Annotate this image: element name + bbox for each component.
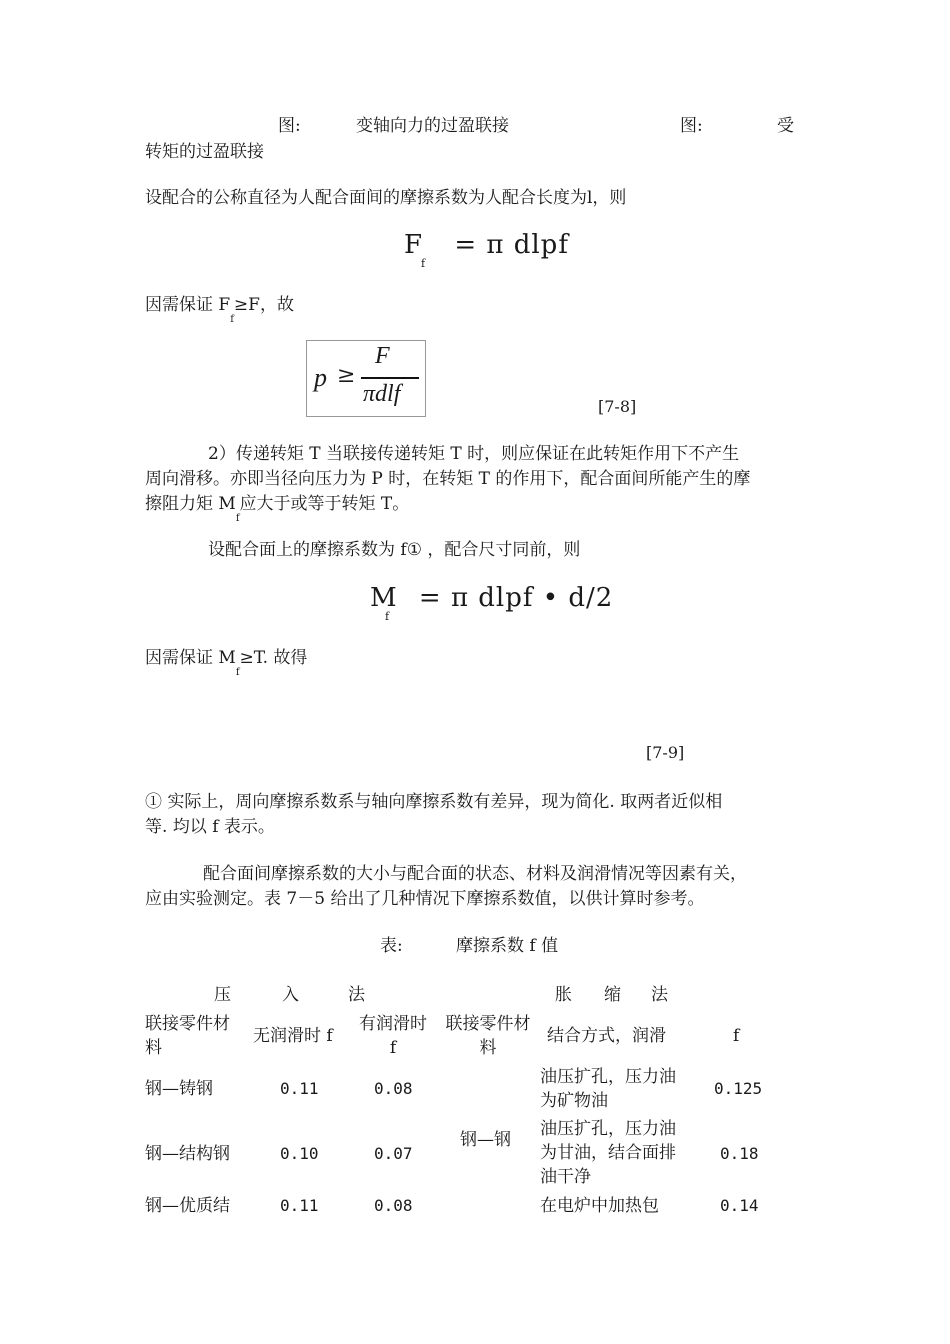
- figure-caption-1-title: 变轴向力的过盈联接: [356, 116, 509, 136]
- group-header-press-3: 法: [348, 985, 365, 1005]
- table-row-1-method-line-2: 为矿物油: [540, 1091, 608, 1111]
- condition-2-text-start: 因需保证 M: [145, 648, 236, 668]
- column-header-material-2-line-2: 料: [479, 1038, 497, 1058]
- figure-caption-1-label: 图:: [278, 116, 301, 136]
- fraction-bar: [361, 377, 419, 379]
- column-header-material-2-line-1: 联接零件材: [445, 1014, 531, 1034]
- equation-2-rhs: = π dlpf • d/2: [418, 583, 614, 613]
- paragraph-measurement-line-2: 应由实验测定。表 7－5 给出了几种情况下摩擦系数值，以供计算时参考。: [145, 889, 705, 909]
- equation-friction-force: [404, 230, 569, 270]
- paragraph-torque-line-3: [145, 494, 410, 524]
- torque-line-3-start: 擦阻力矩 M: [145, 494, 236, 514]
- paragraph-measurement-line-1: 配合面间摩擦系数的大小与配合面的状态、材料及润滑情况等因素有关，: [203, 864, 747, 884]
- column-header-lube-line-2: f: [389, 1038, 397, 1058]
- column-header-method: 结合方式，润滑: [547, 1026, 666, 1046]
- column-header-no-lube: 无润滑时 f: [253, 1026, 333, 1046]
- table-merged-material-2: 钢—钢: [460, 1130, 511, 1150]
- table-row-1-no-lube: 0.11: [280, 1079, 319, 1098]
- condition-2-text-end: ≥T. 故得: [239, 648, 308, 668]
- paragraph-torque-line-2: 周向滑移。亦即当径向压力为 P 时，在转矩 T 的作用下，配合面间所能产生的摩: [145, 469, 751, 489]
- condition-text-end: ≥F，故: [233, 295, 294, 315]
- column-header-material-1-line-1: 联接零件材: [145, 1014, 230, 1034]
- table-row-2-method-line-3: 油干净: [540, 1167, 591, 1187]
- paragraph-definitions: 设配合的公称直径为人配合面间的摩擦系数为人配合长度为l，则: [145, 188, 627, 208]
- column-header-lube-line-1: 有润滑时: [359, 1014, 427, 1034]
- group-header-expand-3: 法: [651, 985, 668, 1005]
- footnote-line-2: 等. 均以 f 表示。: [145, 817, 275, 837]
- table-row-2-method-line-1: 油压扩孔，压力油: [540, 1119, 676, 1139]
- condition-subscript: f: [230, 314, 234, 325]
- condition-text-start: 因需保证 F: [145, 295, 231, 315]
- equation-number-7-9: [7-9]: [646, 743, 685, 762]
- group-header-expand-1: 胀: [555, 985, 572, 1005]
- figure-caption-2-title-end: 转矩的过盈联接: [145, 142, 264, 162]
- condition-2-subscript: f: [235, 667, 240, 678]
- column-header-material-2: [440, 1012, 536, 1060]
- table-row-1-material: 钢—铸钢: [145, 1079, 213, 1099]
- table-row-2-f: 0.18: [720, 1144, 759, 1163]
- column-header-material-1-line-2: 料: [145, 1038, 162, 1058]
- column-header-material-1: [145, 1012, 230, 1060]
- paragraph-friction-coefficient: 设配合面上的摩擦系数为 f① ，配合尺寸同前，则: [208, 540, 581, 560]
- table-row-2-no-lube: 0.10: [280, 1144, 319, 1163]
- torque-line-3-subscript: f: [235, 513, 240, 524]
- table-row-2-method: [540, 1117, 676, 1189]
- equation-subscript: f: [421, 257, 427, 270]
- torque-line-3-end: 应大于或等于转矩 T。: [239, 494, 410, 514]
- table-row-1-method: [540, 1065, 676, 1113]
- group-header-press-2: 入: [282, 985, 299, 1005]
- equation-number-7-8: [7-8]: [598, 397, 637, 416]
- inequality-formula-image: [306, 340, 426, 417]
- group-header-press-1: 压: [214, 985, 231, 1005]
- equation-rhs: = π dlpf: [454, 230, 569, 260]
- group-header-expand-2: 缩: [604, 985, 621, 1005]
- condition-line-force: [145, 295, 294, 325]
- equation-lhs: F: [404, 230, 424, 260]
- figure-caption-2-label: 图:: [680, 116, 703, 136]
- fraction-denominator: πdlf: [363, 381, 401, 407]
- equation-2-subscript: f: [385, 610, 391, 623]
- table-row-3-lube: 0.08: [374, 1196, 413, 1215]
- table-row-3-method: 在电炉中加热包: [540, 1196, 659, 1216]
- table-row-1-lube: 0.08: [374, 1079, 413, 1098]
- inequality-p: p: [314, 363, 327, 392]
- table-caption-title: 摩擦系数 f 值: [456, 936, 559, 956]
- table-row-2-material: 钢—结构钢: [145, 1144, 230, 1164]
- table-row-3-f: 0.14: [720, 1196, 759, 1215]
- column-header-lube: [354, 1012, 432, 1060]
- table-row-1-f: 0.125: [714, 1079, 763, 1098]
- figure-caption-2-title-start: 受: [777, 116, 794, 136]
- paragraph-torque-line-1: 2）传递转矩 T 当联接传递转矩 T 时，则应保证在此转矩作用下不产生: [208, 444, 740, 464]
- inequality-ge: ≥: [337, 363, 356, 388]
- fraction-numerator: F: [375, 343, 390, 369]
- table-row-2-lube: 0.07: [374, 1144, 413, 1163]
- equation-friction-moment: [370, 583, 614, 623]
- condition-line-torque: [145, 648, 308, 678]
- table-row-3-material: 钢—优质结: [145, 1196, 230, 1216]
- table-row-1-method-line-1: 油压扩孔，压力油: [540, 1067, 676, 1087]
- column-header-f: f: [733, 1026, 740, 1046]
- table-row-3-no-lube: 0.11: [280, 1196, 319, 1215]
- footnote-line-1: ① 实际上，周向摩擦系数系与轴向摩擦系数有差异，现为简化. 取两者近似相: [145, 792, 723, 812]
- table-row-2-method-line-2: 为甘油，结合面排: [540, 1143, 676, 1163]
- table-caption-label: 表:: [380, 936, 403, 956]
- equation-2-lhs: M: [370, 583, 398, 613]
